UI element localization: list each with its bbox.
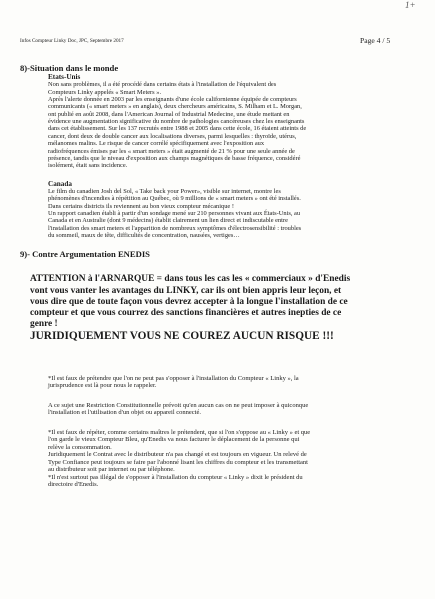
running-header: Infos Compteur Linky Doc, JPC, Septembre 2017 xyxy=(20,38,124,44)
text-line: Type Confiance peut toujours se faire par l'abonné lisant les chiffres du compteur et les transmettant xyxy=(48,458,308,466)
text-line: Juridiquement le Contrat avec le distributeur n'a pas changé et est toujours en vigueur. Un relevé de xyxy=(48,451,307,459)
text-line: au distributeur soit par internet ou par téléphone. xyxy=(48,466,175,474)
warning-line: vont vous vanter les avantages du LINKY, car ils ont bien appris leur leçon, et xyxy=(30,285,342,296)
usa-paragraph xyxy=(48,81,415,169)
text-line: *Il est faux de prétendre que l'on ne peut pas s'opposer à l'installation du Compteur « Linky », la xyxy=(48,374,299,382)
text-line: directoire d'Enedis. xyxy=(48,481,99,489)
text-line: Compteurs Linky appelés « Smart Meters ». xyxy=(48,88,162,96)
usa-heading: Etats-Unis xyxy=(48,73,81,81)
page-number: Page 4 / 5 xyxy=(360,36,391,45)
text-line: Après l'alerte donnée en 2003 par les enseignants d'une école californienne équipée de compteurs xyxy=(48,96,297,104)
warning-headline: JURIDIQUEMENT VOUS NE COUREZ AUCUN RISQUE !!! xyxy=(30,330,334,343)
section-9-title: 9)- Contre Argumentation ENEDIS xyxy=(20,249,150,260)
text-line: Canada et en Australie (dont 9 médecins) établit clairement un lien direct et indiscutable entre xyxy=(48,217,288,225)
text-line: radiofréquences émises par les « smart meters » était augmenté de 21 % pour une seule année de xyxy=(48,147,295,155)
text-line: Un rapport canadien établi à partir d'un sondage mené sur 210 personnes vivant aux États-Unis, au xyxy=(48,209,301,217)
text-line: *Il n'est surtout pas illégal de s'opposer à l'installation du compteur « Linky » dixit le président du xyxy=(48,473,303,481)
text-line: isolément, était sans incidence. xyxy=(48,162,128,170)
text-line: A ce sujet une Restriction Constitutionnelle prévoit qu'en aucun cas on ne peut imposer à quiconque xyxy=(48,401,309,409)
text-line: jurisprudence est là pour nous le rappeler. xyxy=(48,382,157,390)
text-line: évidence une augmentation significative du nombre de pathologies cancéreuses chez les enseignants xyxy=(48,118,305,126)
text-line: l'installation et l'utilisation d'un objet ou appareil connecté. xyxy=(48,409,201,417)
text-line: l'on garde le vieux Compteur Bleu, qu'Enedis va nous facturer le déplacement de la personne qui xyxy=(48,436,300,444)
handwritten-mark: 1+ xyxy=(405,0,416,10)
canada-heading: Canada xyxy=(48,179,72,188)
warning-line: vous dire que de toute façon vous devrez accepter à la longue l'installation de ce xyxy=(30,296,348,307)
text-line: du sommeil, maux de tête, difficultés de concentration, nausées, vertiges… xyxy=(48,232,240,239)
text-line: *Il est faux de répéter, comme certains maîtres le prétendent, que si l'on s'oppose au « Linky » et que xyxy=(48,428,311,436)
warning-line: compteur et que vous courrez des sanctions financières et autres inepties de ce xyxy=(30,307,342,318)
text-line: phénomènes d'incendies à répétition au Québec, où 9 millions de « smart meters » ont été installés. xyxy=(48,195,301,203)
text-line: communicants (« smart meters » en anglais), deux chercheurs américains, S. Milham et L. Morgan, xyxy=(48,103,302,111)
warning-line: genre ! xyxy=(30,319,58,330)
text-line: Le film du canadien Josh del Sol, « Take back your Power», visible sur internet, montre les xyxy=(48,187,281,195)
text-line: dans cet établissement. Sur les 137 recrutés entre 1988 et 2005 dans cette école, 16 étaient atteints de xyxy=(48,125,307,133)
text-line: Non sans problèmes, il a été procédé dans certains états à l'installation de l'équivalent des xyxy=(48,81,277,89)
text-line: ont publié en août 2008, dans l'American Journal of Industrial Medecine, une étude mettant en xyxy=(48,110,290,118)
argument-paragraph-3 xyxy=(48,429,415,489)
argument-paragraph-2 xyxy=(48,402,415,417)
text-line: présence, tandis que le niveau d'exposition aux champs magnétiques de basse fréquence, considéré xyxy=(48,154,301,162)
argument-paragraph-1 xyxy=(48,375,415,390)
text-line: relève la consommation. xyxy=(48,443,112,451)
warning-line: ATTENTION à l'ARNARQUE = dans tous les cas les « commerciaux » d'Enedis xyxy=(30,274,351,285)
text-line: l'installation des smart meters et l'apparition de nombreux symptômes d'électrosensibilité : troubles xyxy=(48,224,302,232)
warning-block xyxy=(30,274,415,344)
canada-paragraph xyxy=(48,188,415,239)
section-8-title: 8)-Situation dans le monde xyxy=(20,63,119,73)
page-content xyxy=(20,63,415,489)
text-line: mélanomes malins. Le risque de cancer corrélé spécifiquement avec l'exposition aux xyxy=(48,140,265,148)
text-line: cancer, dont deux de double cancer aux localisations diverses, parmi lesquelles : thyroïde, utérus, xyxy=(48,132,297,140)
text-line: Dans certains districts ils reviennent au bon vieux compteur mécanique ! xyxy=(48,202,234,210)
